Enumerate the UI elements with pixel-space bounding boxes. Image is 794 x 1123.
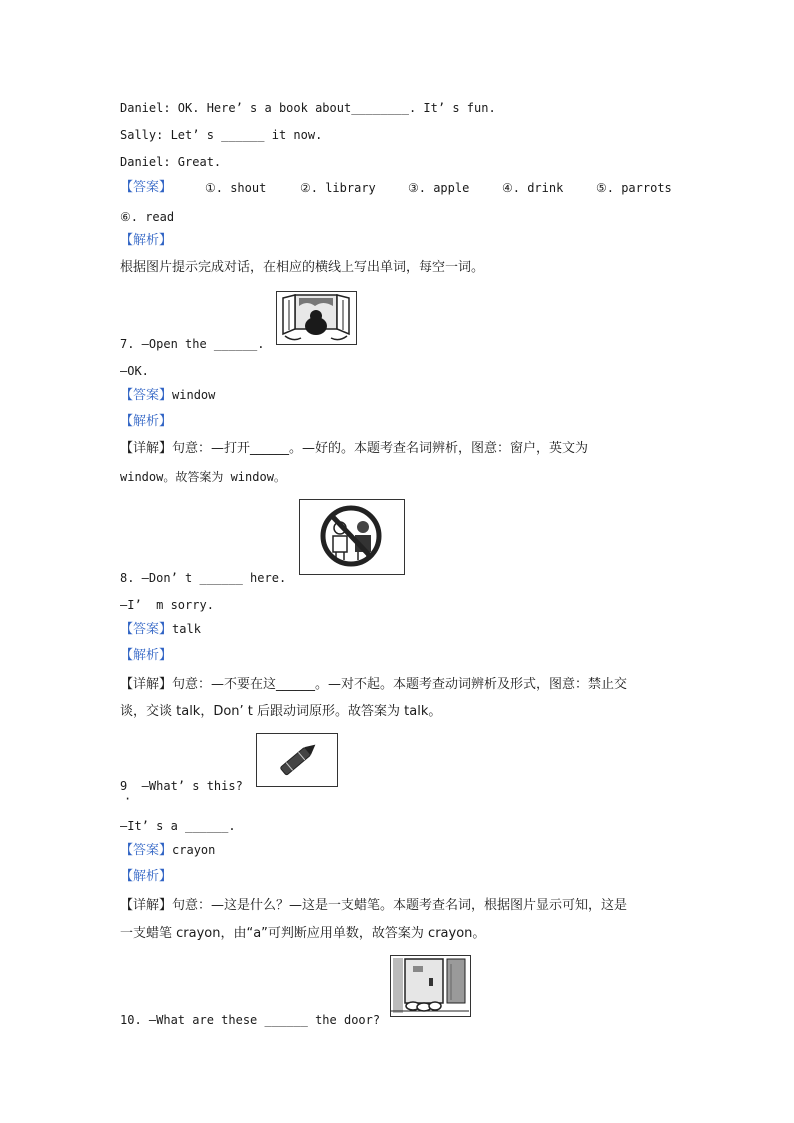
option-4: ④. drink [502,181,564,195]
analysis-label-7: 【解析】 [120,414,173,429]
detail-label-7: 【详解】 [120,441,173,456]
no-talking-sign [300,500,403,573]
detail-label-8: 【详解】 [120,677,173,692]
q9-reply: —It’ s a ______. [120,819,236,833]
analysis-label-9: 【解析】 [120,869,173,884]
answer-label-9: 【答案】 [120,843,173,858]
answer-label-7: 【答案】 [120,388,173,403]
dialogue-line-2: Sally: Let’ s ______ it now. [120,128,323,142]
option-1: ①. shout [205,181,267,195]
q9-detail-row [120,898,627,914]
q9-answer-row [120,842,215,859]
q7-reply: —OK. [120,364,149,378]
q8-reply: —I’ m sorry. [120,598,214,612]
q8-question: 8. —Don’ t ______ here. [120,571,287,585]
option-6: ⑥. read [120,210,175,224]
q8-detail-2: 谈，交谈 talk，Don’ t 后跟动词原形。故答案为 talk。 [120,704,442,719]
door-picture [390,955,471,1017]
q7-answer: window [172,388,216,402]
crayon-illustration [257,734,336,785]
no-talking-picture [299,499,405,575]
window-picture [276,291,357,345]
q7-detail-row [120,441,588,457]
answer-label-6: 【答案】 [120,180,173,195]
detail-label-9: 【详解】 [120,898,173,913]
q9-detail-2: 一支蜡笔 crayon，由“a”可判断应用单数，故答案为 crayon。 [120,926,486,941]
answer-label-8: 【答案】 [120,622,173,637]
door-illustration [391,956,469,1015]
instruction-text: 根据图片提示完成对话，在相应的横线上写出单词，每空一词。 [120,260,485,275]
q7-detail-2: window。故答案为 window。 [120,470,286,484]
q8-detail-row [120,677,627,693]
q9-dot: · [124,792,132,806]
window-illustration [277,292,355,343]
q8-answer: talk [172,622,201,636]
option-5: ⑤. parrots [596,181,672,195]
option-3: ③. apple [408,181,470,195]
q9-detail-1: 句意：—这是什么？—这是一支蜡笔。本题考查名词，根据图片显示可知，这是 [172,898,628,913]
q7-answer-row [120,387,215,404]
q9-answer: crayon [172,843,216,857]
q10-question: 10. —What are these ______ the door? [120,1013,381,1027]
q9-question: 9 —What’ s this? [120,779,243,793]
dialogue-line-3: Daniel: Great. [120,155,222,169]
q7-detail-1: 句意：—打开______。—好的。本题考查名词辨析，图意：窗户，英文为 [172,441,589,456]
q8-detail-1: 句意：—不要在这______。—对不起。本题考查动词辨析及形式，图意：禁止交 [172,677,628,692]
q7-question: 7. —Open the ______. [120,337,265,351]
analysis-label-6: 【解析】 [120,233,173,248]
dialogue-line-1: Daniel: OK. Here’ s a book about________. It’ s fun. [120,101,496,115]
crayon-picture [256,733,338,787]
option-2: ②. library [300,181,376,195]
analysis-label-8: 【解析】 [120,648,173,663]
q8-answer-row [120,621,201,638]
